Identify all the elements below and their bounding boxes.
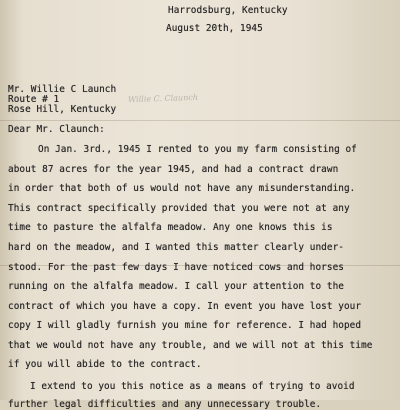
- body-line: hard on the meadow, and I wanted this matter clearly under-: [8, 242, 344, 253]
- body-line: about 87 acres for the year 1945, and had a contract drawn: [8, 164, 339, 175]
- body-line: contract of which you have a copy. In event you have lost your: [8, 301, 362, 312]
- pencil-annotation: Willie C. Claunch: [127, 92, 199, 105]
- paper-fold: [0, 120, 400, 121]
- body-line: further legal difficulties and any unnecessary trouble.: [8, 399, 322, 410]
- body-line: running on the alfalfa meadow. I call your attention to the: [8, 281, 344, 292]
- salutation: Dear Mr. Claunch:: [8, 124, 105, 135]
- body-line: that we would not have any trouble, and we will not at this time: [8, 340, 373, 351]
- body-line: stood. For the past few days I have noticed cows and horses: [8, 262, 344, 273]
- body-line: This contract specifically provided that you were not at any: [8, 203, 350, 214]
- letter-date: August 20th, 1945: [166, 23, 263, 34]
- body-line: in order that both of us would not have any misunderstanding.: [8, 183, 356, 194]
- body-line: I extend to you this notice as a means of trying to avoid: [30, 381, 355, 392]
- letterhead-city: Harrodsburg, Kentucky: [168, 5, 288, 16]
- recipient-route: Route # 1: [8, 94, 60, 105]
- body-line: copy I will gladly furnish you mine for reference. I had hoped: [8, 320, 362, 331]
- body-line: time to pasture the alfalfa meadow. Any one knows this is: [8, 222, 333, 233]
- recipient-town: Rose Hill, Kentucky: [8, 104, 117, 115]
- body-line: On Jan. 3rd., 1945 I rented to you my farm consisting of: [38, 144, 357, 155]
- body-line: if you will abide to the contract.: [8, 359, 202, 370]
- recipient-name: Mr. Willie C Launch: [8, 84, 117, 95]
